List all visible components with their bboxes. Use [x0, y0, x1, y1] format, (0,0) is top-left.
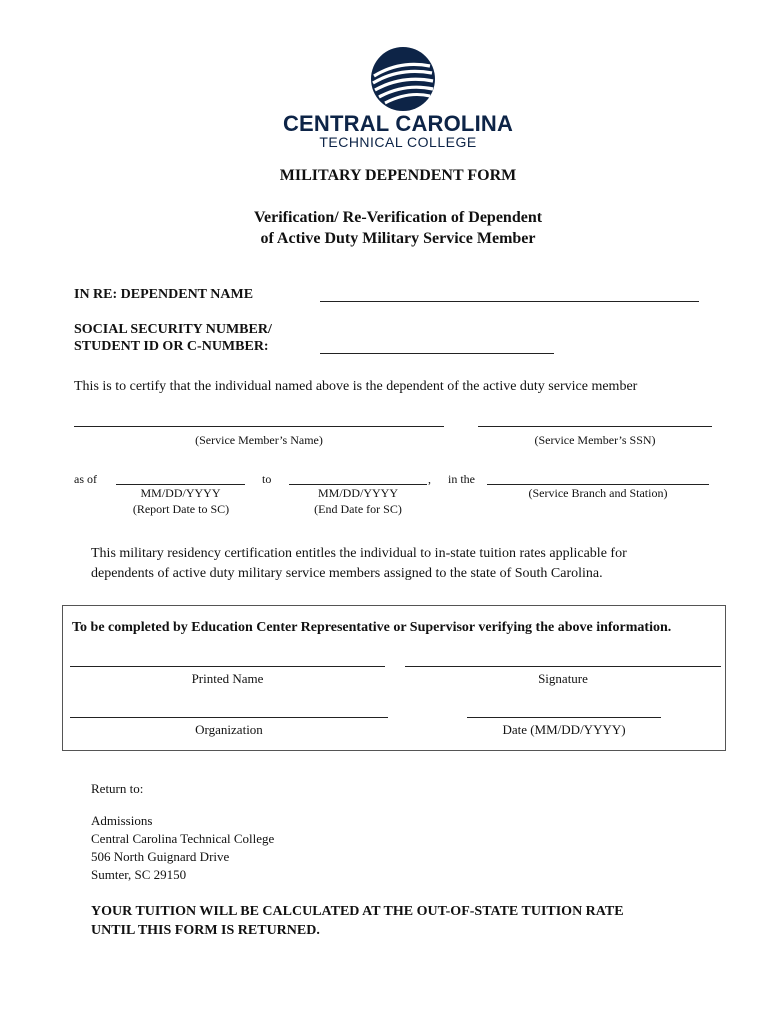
signature-field[interactable]	[405, 666, 721, 667]
form-subtitle-line1: Verification/ Re-Verification of Dependent	[253, 209, 543, 226]
return-address-line2: Central Carolina Technical College	[91, 831, 275, 846]
signature-caption: Signature	[538, 671, 588, 686]
printed-name-caption: Printed Name	[191, 671, 264, 686]
dependent-name-label: IN RE: DEPENDENT NAME	[74, 287, 254, 302]
end-date-format: MM/DD/YYYY	[317, 486, 398, 500]
ccc-globe-logo-icon	[370, 46, 436, 112]
tuition-notice-line2: UNTIL THIS FORM IS RETURNED.	[91, 923, 320, 938]
verification-heading: To be completed by Education Center Representative or Supervisor verifying the above information.	[72, 620, 672, 635]
ssn-label-line1: SOCIAL SECURITY NUMBER/	[74, 322, 272, 337]
date-caption: Date (MM/DD/YYYY)	[502, 722, 626, 737]
date-field[interactable]	[467, 717, 661, 718]
service-branch-caption: (Service Branch and Station)	[528, 486, 668, 500]
end-date-field[interactable]	[289, 484, 427, 485]
service-member-name-caption: (Service Member’s Name)	[195, 433, 323, 447]
service-member-ssn-field[interactable]	[478, 426, 712, 427]
residency-text-line2: dependents of active duty military service members assigned to the state of South Carolina.	[91, 566, 603, 581]
ssn-field[interactable]	[320, 353, 554, 354]
return-address-line1: Admissions	[91, 813, 153, 828]
return-address-line3: 506 North Guignard Drive	[91, 849, 230, 864]
organization-field[interactable]	[70, 717, 388, 718]
logo-name: CENTRAL CAROLINA	[282, 111, 514, 136]
comma-separator: ,	[428, 472, 431, 486]
printed-name-field[interactable]	[70, 666, 385, 667]
organization-caption: Organization	[195, 722, 263, 737]
tuition-notice-line1: YOUR TUITION WILL BE CALCULATED AT THE OUT-OF-STATE TUITION RATE	[91, 904, 624, 919]
in-the-label: in the	[448, 472, 475, 486]
end-date-caption: (End Date for SC)	[314, 502, 402, 516]
report-date-field[interactable]	[116, 484, 245, 485]
ssn-label-line2: STUDENT ID OR C-NUMBER:	[74, 339, 269, 354]
report-date-format: MM/DD/YYYY	[140, 486, 221, 500]
return-to-label: Return to:	[91, 781, 144, 796]
service-branch-field[interactable]	[487, 484, 709, 485]
as-of-label: as of	[74, 472, 97, 486]
to-label: to	[262, 472, 272, 486]
form-title: MILITARY DEPENDENT FORM	[279, 167, 517, 184]
residency-text-line1: This military residency certification entitles the individual to in-state tuition rates applicable for	[91, 546, 627, 561]
service-member-ssn-caption: (Service Member’s SSN)	[534, 433, 656, 447]
return-address-line4: Sumter, SC 29150	[91, 867, 187, 882]
certify-text: This is to certify that the individual named above is the dependent of the active duty service member	[74, 379, 638, 394]
logo-subtitle: TECHNICAL COLLEGE	[319, 134, 477, 150]
report-date-caption: (Report Date to SC)	[132, 502, 230, 516]
form-subtitle-line2: of Active Duty Military Service Member	[260, 230, 536, 247]
service-member-name-field[interactable]	[74, 426, 444, 427]
dependent-name-field[interactable]	[320, 301, 699, 302]
